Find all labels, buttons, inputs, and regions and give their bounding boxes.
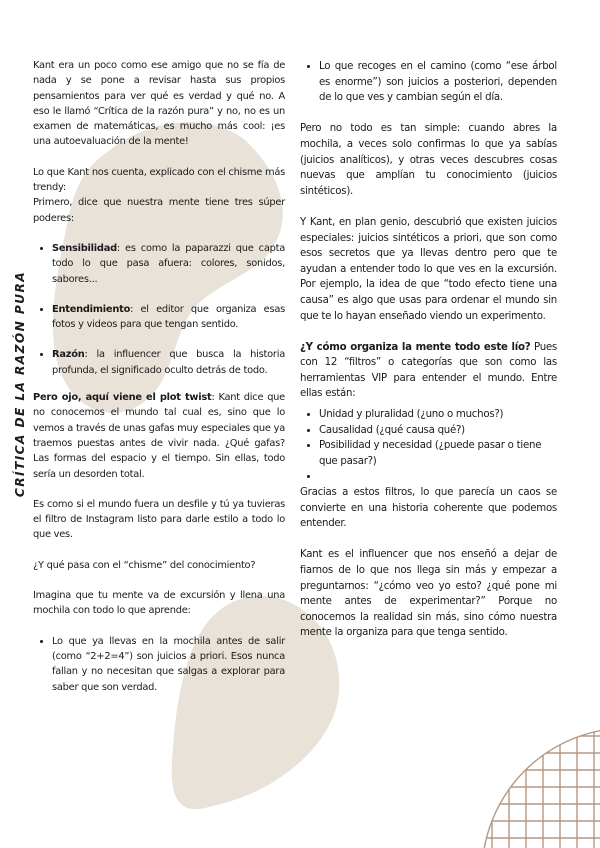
left-column <box>33 58 285 695</box>
question-paragraph: ¿Y qué pasa con el “chisme” del conocimiento? <box>33 559 256 571</box>
super-powers-paragraph: Primero, dice que nuestra mente tiene tres súper poderes: <box>33 197 285 224</box>
list-item: • Unidad y pluralidad (¿uno o muchos?) <box>319 407 557 423</box>
term-label: Razón <box>52 349 85 361</box>
filters-result-paragraph: Gracias a estos filtros, lo que parecía un caos se convierte en una historia coherente que podemos entender. <box>300 487 557 530</box>
list-item <box>52 241 285 287</box>
conclusion-paragraph: Kant es el influencer que nos enseñó a dejar de fiarnos de lo que nos llega sin más y empezar a preguntarnos: “¿cómo veo yo esto? ¿qué pone mi mente antes de experimentar?” Porque no conocemos la realidad sin más, sino cómo nuestra mente la organiza para que tenga sentido. <box>300 549 557 639</box>
plot-twist-text: : Kant dice que no conocemos el mundo tal cual es, sino que lo vemos a través de unas gafas muy especiales que ya traemos puestas antes de vivir nada. ¿Qué gafas? Las formas del espacio y el tiempo. Sin ellas, todo sería un desorden total. <box>33 392 285 480</box>
judgments-list <box>33 634 285 695</box>
term-label: Sensibilidad <box>52 242 117 254</box>
list-item: • Lo que ya llevas en la mochila antes de salir (como “2+2=4”) son juicios a priori. Esos nunca fallan y no necesitan que salgas a explorar para saber que son verdad. <box>52 634 285 695</box>
excursion-paragraph: Imagina que tu mente va de excursión y llena una mochila con todo lo que aprende: <box>33 590 285 617</box>
list-item: • Posibilidad y necesidad (¿puede pasar o tiene que pasar?) <box>319 438 557 469</box>
term-description: : la influencer que busca la historia profunda, el significado oculto detrás de todo. <box>52 349 285 376</box>
instagram-paragraph: Es como si el mundo fuera un desfile y tú ya tuvieras el filtro de Instagram listo para darle estilo a todo lo que ves. <box>33 498 285 541</box>
intro-paragraph: Kant era un poco como ese amigo que no se fía de nada y se pone a revisar hasta sus propios pensamientos para ver qué es verdad y qué no. A eso le llamó “Crítica de la razón pura” y no, no es un examen de matemáticas, es mucho más cool: ¡es una autoevaluación de la mente! <box>33 60 285 148</box>
grid-circle-outline <box>482 728 600 848</box>
synthetic-a-priori-paragraph: Y Kant, en plan genio, descubrió que existen juicios especiales: juicios sintéticos a priori, que son como esos secretos que ya llevas dentro pero que te ayudan a entender todo lo que ves en la excursión. Por ejemplo, la idea de que “todo efecto tiene una causa” es algo que usas para ordenar el mundo sin que te lo hayan enseñado viendo un experimento. <box>300 216 557 322</box>
super-powers-list <box>33 241 285 378</box>
term-description: : es como la paparazzi que capta todo lo que pasa afuera: colores, sonidos, sabores... <box>52 242 285 285</box>
list-item: • Lo que recoges en el camino (como “ese árbol es enorme”) son juicios a posteriori, dependen de lo que ves y cambian según el día. <box>319 59 557 106</box>
term-label: Entendimiento <box>52 303 131 315</box>
plot-twist-heading: Pero ojo, aquí viene el plot twist <box>33 392 212 404</box>
list-item: • Causalidad (¿qué causa qué?) <box>319 423 557 439</box>
term-description: : el editor que organiza esas fotos y videos para que tengan sentido. <box>52 303 285 331</box>
categories-heading: ¿Y cómo organiza la mente todo este lío? <box>300 341 531 353</box>
categories-text: Pues con 12 “filtros” o categorías que son como las herramientas VIP para entender el mundo. Entre ellas están: <box>300 341 557 400</box>
side-title-text: CRÍTICA DE LA RAZÓN PURA <box>13 270 27 498</box>
list-item <box>52 302 285 333</box>
list-item-empty <box>319 469 557 485</box>
list-item <box>52 347 285 378</box>
judgments-list-continued <box>300 59 557 106</box>
right-column <box>300 59 557 657</box>
analytic-synthetic-paragraph: Pero no todo es tan simple: cuando abres la mochila, a veces solo confirmas lo que ya sabías (juicios analíticos), y otras veces descubres cosas nuevas que amplían tu conocimiento (juicios sintéticos). <box>300 123 557 197</box>
chisme-intro-paragraph: Lo que Kant nos cuenta, explicado con el chisme más trendy: <box>33 166 285 194</box>
plot-twist-paragraph <box>33 390 285 482</box>
categories-paragraph <box>300 340 557 402</box>
categories-list <box>300 407 557 485</box>
